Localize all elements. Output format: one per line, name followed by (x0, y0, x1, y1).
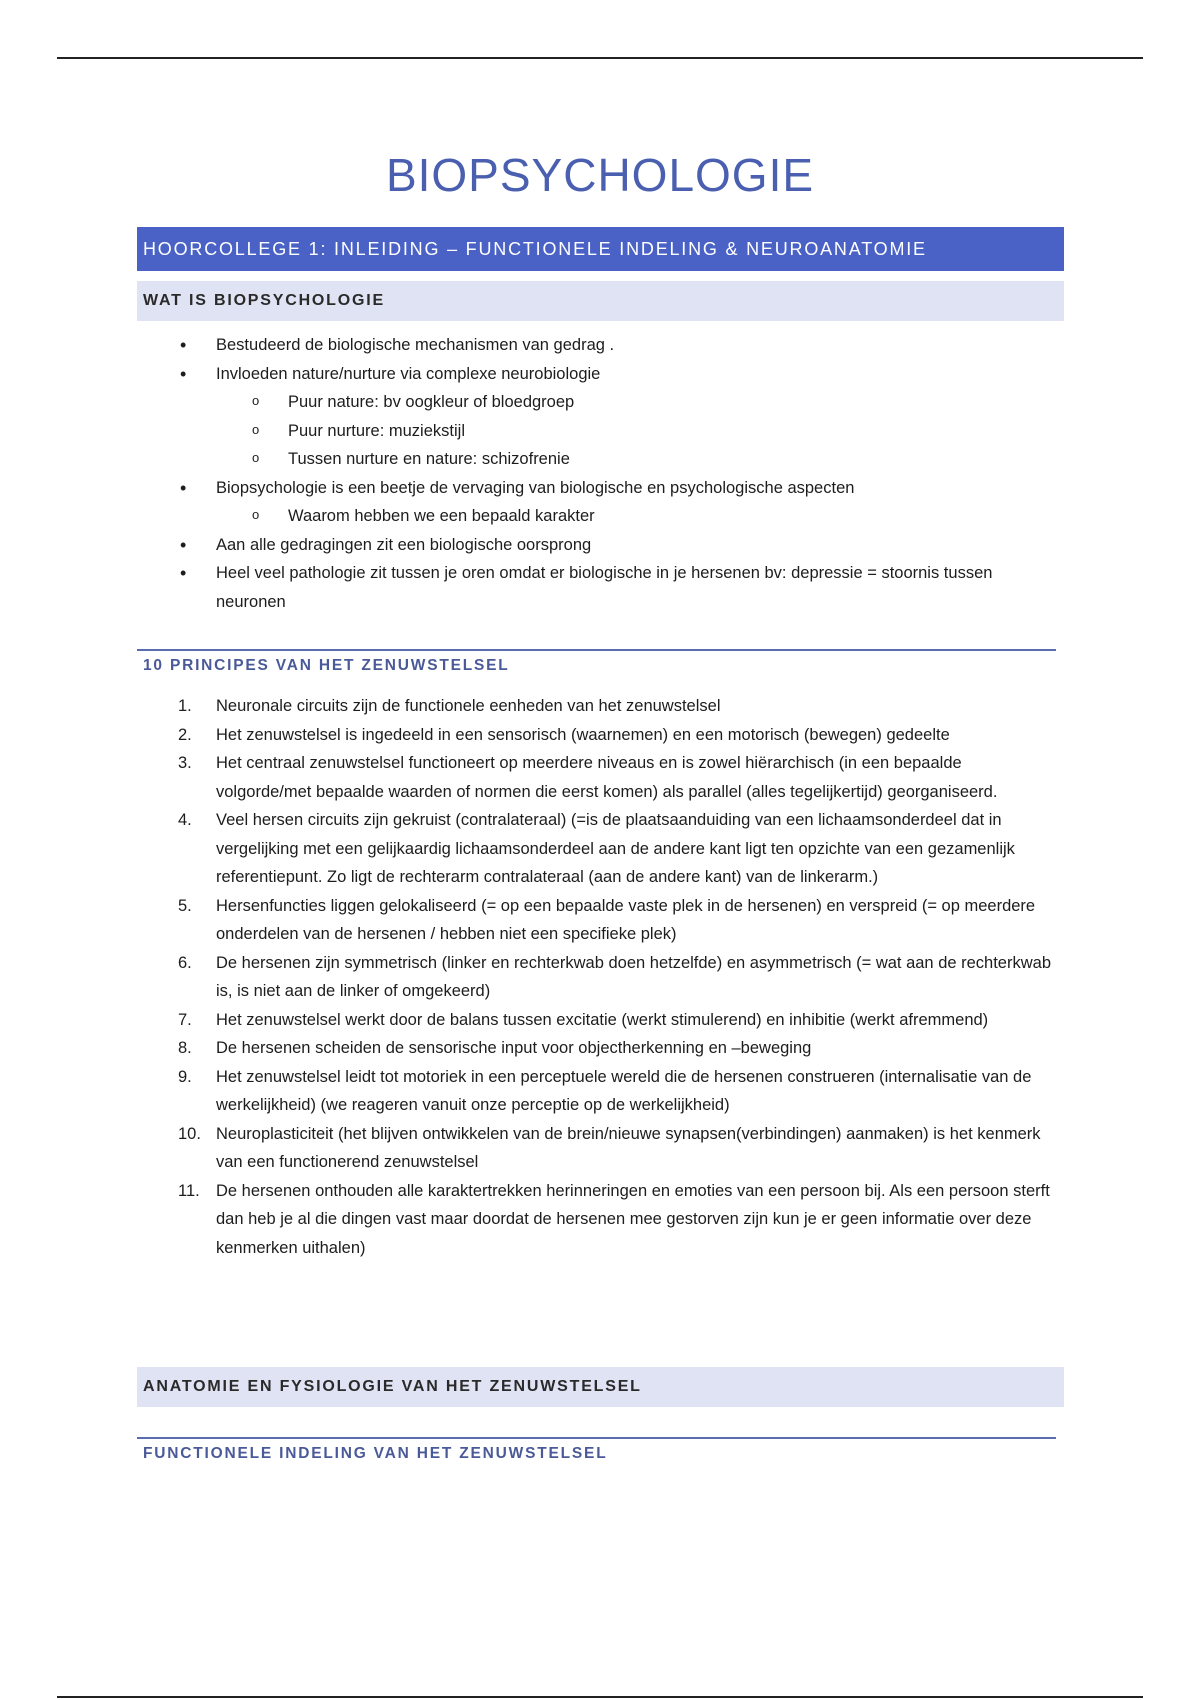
section-heading-10-principes: 10 PRINCIPES VAN HET ZENUWSTELSEL (137, 649, 1056, 675)
list-item: • Heel veel pathologie zit tussen je oren omdat er biologische in je hersenen bv: depressie = stoornis tussen neuronen (0, 559, 1056, 616)
page-bottom-rule (57, 1696, 1143, 1698)
biopsychologie-bullet-list (0, 331, 1056, 616)
list-item: 2. Het zenuwstelsel is ingedeeld in een sensorisch (waarnemen) en een motorisch (bewegen) gedeelte (178, 725, 950, 744)
principes-numbered-list (0, 692, 1056, 1262)
list-item: 7. Het zenuwstelsel werkt door de balans tussen excitatie (werkt stimulerend) en inhibitie (werkt afremmend) (178, 1010, 989, 1029)
sub-list-item: o Tussen nurture en nature: schizofrenie (0, 445, 1056, 474)
list-item: 8. De hersenen scheiden de sensorische input voor objectherkenning en –beweging (178, 1039, 812, 1057)
document-title: BIOPSYCHOLOGIE (385, 149, 815, 201)
list-item: 4. Veel hersen circuits zijn gekruist (contralateraal) (=is de plaatsaanduiding van een lichaamsonderdeel dat in vergelijking met een gelijkaardig lichaamsonderdeel aan de andere kant ligt ten opzichte van een gezamenlijk referentiepunt. Zo ligt de rechterarm contralateraal (aan de andere kant) van de linkerarm.) (178, 811, 1015, 886)
list-item: 10. Neuroplasticiteit (het blijven ontwikkelen van de brein/nieuwe synapsen(verbindingen) aanmaken) is het kenmerk van een functionerend zenuwstelsel (178, 1124, 1041, 1171)
sub-list-item: o Puur nurture: muziekstijl (0, 417, 1056, 446)
list-item: 5. Hersenfuncties liggen gelokaliseerd (= op een bepaalde vaste plek in de hersenen) en verspreid (= op meerdere onderdelen van de hersenen / hebben niet een specifieke plek) (178, 896, 1036, 943)
lecture-heading: HOORCOLLEGE 1: INLEIDING – FUNCTIONELE INDELING & NEUROANATOMIE (137, 227, 1064, 271)
section-heading-wat-is-biopsychologie: WAT IS BIOPSYCHOLOGIE (137, 281, 1064, 321)
sub-list-item: o Puur nature: bv oogkleur of bloedgroep (0, 388, 1056, 417)
list-item: • Invloeden nature/nurture via complexe neurobiologie (0, 360, 1056, 389)
list-item: 1. Neuronale circuits zijn de functionele eenheden van het zenuwstelsel (178, 697, 721, 715)
list-item: 9. Het zenuwstelsel leidt tot motoriek in een perceptuele wereld die de hersenen construeren (internalisatie van de werkelijkheid) (we reageren vanuit onze perceptie op de werkelijkheid) (178, 1067, 1032, 1114)
sub-list-item: o Waarom hebben we een bepaald karakter (0, 502, 1056, 531)
list-item: • Aan alle gedragingen zit een biologische oorsprong (0, 531, 1056, 560)
list-item: • Biopsychologie is een beetje de vervaging van biologische en psychologische aspecten (0, 474, 1056, 503)
list-item: • Bestudeerd de biologische mechanismen van gedrag . (0, 331, 1056, 360)
page-top-rule (57, 57, 1143, 59)
section-heading-functionele-indeling: FUNCTIONELE INDELING VAN HET ZENUWSTELSEL (137, 1437, 1056, 1463)
section-heading-anatomie-fysiologie: ANATOMIE EN FYSIOLOGIE VAN HET ZENUWSTELSEL (137, 1367, 1064, 1407)
list-item: 11. De hersenen onthouden alle karaktertrekken herinneringen en emoties van een persoon bij. Als een persoon sterft dan heb je al die dingen vast maar doordat de hersenen mee gestorven zijn kun je er geen informatie over deze kenmerken uithalen) (178, 1181, 1050, 1257)
list-item: 3. Het centraal zenuwstelsel functioneert op meerdere niveaus en is zowel hiërarchisch (in een bepaalde volgorde/met bepaalde waarden of normen die eerst komen) als parallel (alles tegelijkertijd) georganiseerd. (178, 754, 998, 801)
list-item: 6. De hersenen zijn symmetrisch (linker en rechterkwab doen hetzelfde) en asymmetrisch (= wat aan de rechterkwab is, is niet aan de linker of omgekeerd) (178, 953, 1051, 1000)
